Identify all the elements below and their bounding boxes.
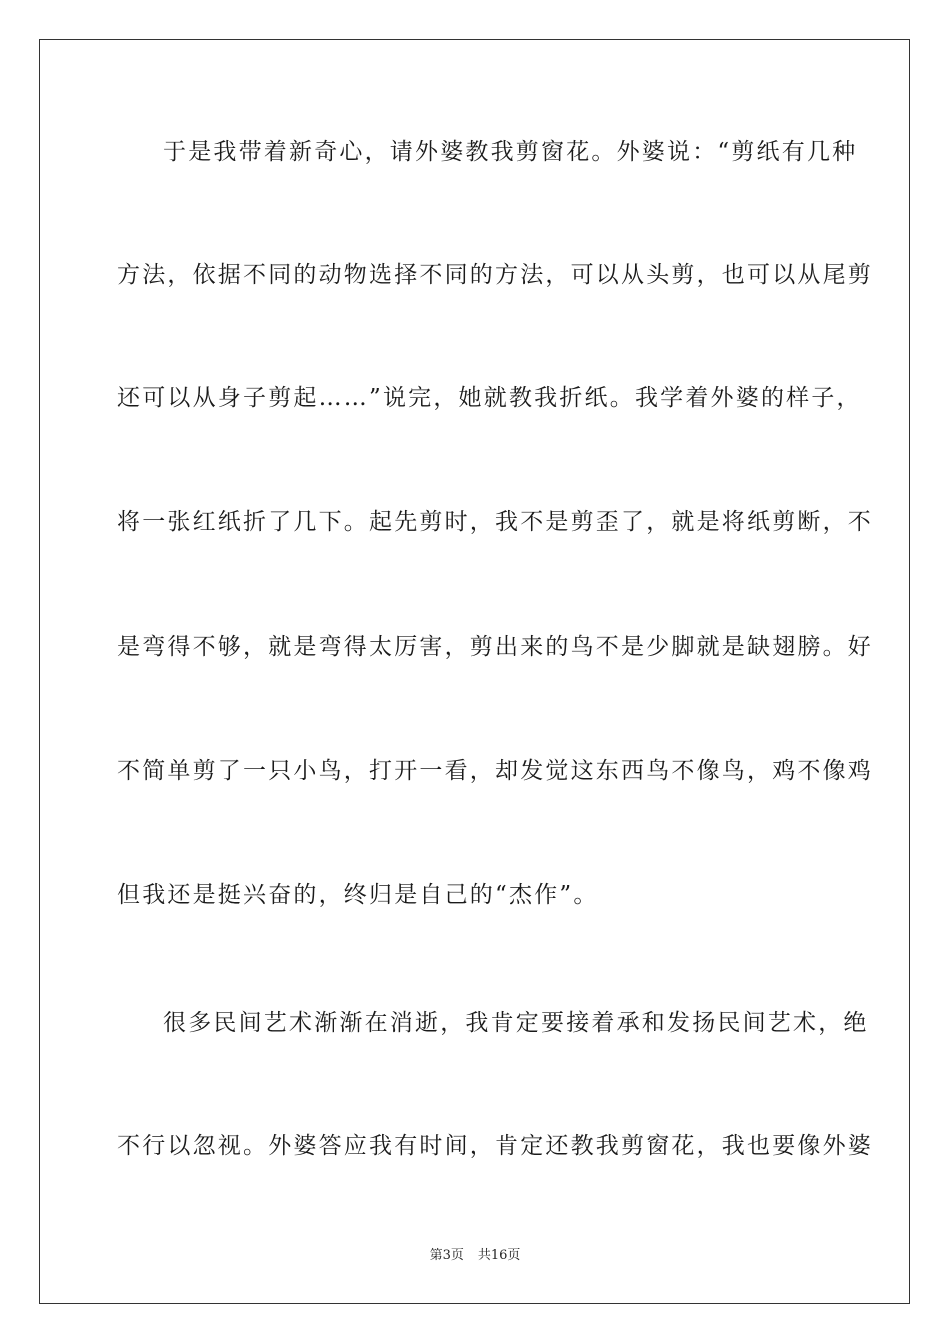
text-line: 于是我带着新奇心，请外婆教我剪窗花。外婆说：“剪纸有几种 xyxy=(163,139,858,165)
text-line: 不简单剪了一只小鸟，打开一看，却发觉这东西鸟不像鸟，鸡不像鸡 xyxy=(117,758,873,784)
text-line: 很多民间艺术渐渐在消逝，我肯定要接着承和发扬民间艺术，绝 xyxy=(163,1010,869,1036)
text-line: 是弯得不够，就是弯得太厉害，剪出来的鸟不是少脚就是缺翅膀。好 xyxy=(117,634,873,660)
text-line: 将一张红纸折了几下。起先剪时，我不是剪歪了，就是将纸剪断，不 xyxy=(117,509,873,535)
text-line: 方法，依据不同的动物选择不同的方法，可以从头剪，也可以从尾剪 xyxy=(117,262,873,288)
page-number: 第3页 xyxy=(429,1248,464,1263)
text-line: 还可以从身子剪起……”说完，她就教我折纸。我学着外婆的样子， xyxy=(117,385,862,411)
page-footer xyxy=(0,1247,950,1265)
page-border xyxy=(39,39,910,1304)
text-line: 不行以忽视。外婆答应我有时间，肯定还教我剪窗花，我也要像外婆 xyxy=(117,1133,873,1159)
text-line: 但我还是挺兴奋的，终归是自己的“杰作”。 xyxy=(117,882,599,908)
page-total: 共16页 xyxy=(477,1248,521,1263)
